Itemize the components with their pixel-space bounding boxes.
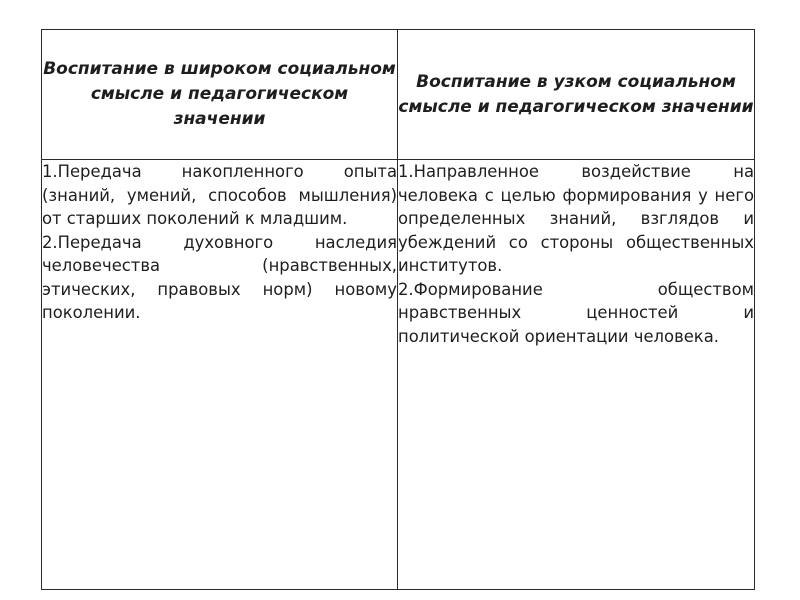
header-row [42,30,755,160]
broad-item-1: 1.Передача накопленного опыта (знаний, умений, способов мышления) от старших поколений к младшим. [42,162,397,228]
header-broad-upbringing: Воспитание в широком социальном смысле и педагогическом значении [42,30,398,160]
narrow-description-cell [398,160,755,590]
narrow-item-1: 1.Направленное воздействие на человека с целью формирования у него определенных знаний, взглядов и убеждений со стороны общественных институтов. [398,162,754,275]
broad-description-cell [42,160,398,590]
narrow-item-2: 2.Формирование обществом нравственных ценностей и политической ориентации человека. [398,279,754,346]
header-narrow-upbringing: Воспитание в узком социальном смысле и педагогическом значении [398,30,755,160]
broad-item-2: 2.Передача духовного наследия человечества (нравственных, этических, правовых норм) новому поколении. [42,232,397,322]
body-row [42,160,755,590]
comparison-table [41,29,755,590]
